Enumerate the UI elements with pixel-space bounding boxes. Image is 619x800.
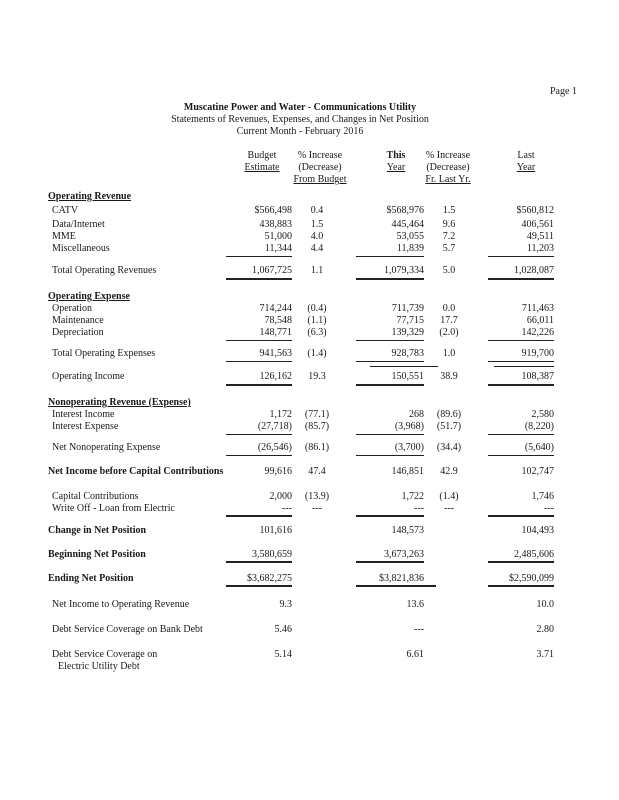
row-label: CATV bbox=[52, 205, 79, 216]
subtotal-rule bbox=[356, 434, 424, 435]
this-year-value: 3,673,263 bbox=[384, 549, 424, 560]
row-label: Interest Income bbox=[52, 409, 115, 420]
this-year-value: 445,464 bbox=[391, 219, 424, 230]
col-line: % Increase bbox=[297, 150, 343, 161]
row-label: Change in Net Position bbox=[48, 525, 147, 536]
col-line: % Increase bbox=[425, 150, 471, 161]
col-line: From Budget bbox=[293, 174, 347, 185]
double-rule bbox=[488, 585, 554, 587]
double-rule bbox=[356, 585, 436, 587]
last-year-value: 108,387 bbox=[521, 371, 554, 382]
budget-value: 3,580,659 bbox=[252, 549, 292, 560]
last-year-value: (8,220) bbox=[524, 421, 554, 432]
this-year-value: --- bbox=[414, 624, 424, 635]
subtotal-rule bbox=[488, 434, 554, 435]
budget-value: 2,000 bbox=[269, 491, 292, 502]
budget-value: 99,616 bbox=[264, 466, 292, 477]
pct-budget-value: --- bbox=[312, 503, 322, 514]
pct-budget-value: (1.4) bbox=[307, 348, 327, 359]
col-line: Last bbox=[517, 150, 535, 161]
pct-budget-value: (13.9) bbox=[304, 491, 330, 502]
pct-last-value: 7.2 bbox=[442, 231, 456, 242]
subtotal-rule bbox=[356, 455, 424, 456]
table-row bbox=[0, 242, 619, 256]
budget-value: $566,498 bbox=[254, 205, 292, 216]
pct-budget-value: (6.3) bbox=[307, 327, 327, 338]
budget-value: 1,067,725 bbox=[252, 265, 292, 276]
row-label: Operation bbox=[52, 303, 92, 314]
total-rule bbox=[356, 384, 424, 386]
table-row-beginning-net-position bbox=[0, 548, 619, 562]
last-year-value: 1,028,087 bbox=[514, 265, 554, 276]
total-rule bbox=[488, 561, 554, 563]
last-year-value: 11,203 bbox=[526, 243, 554, 254]
last-year-value: 66,011 bbox=[526, 315, 554, 326]
last-year-value: 919,700 bbox=[521, 348, 554, 359]
col-line: This bbox=[386, 150, 406, 161]
subtotal-rule bbox=[356, 340, 424, 341]
total-rule bbox=[488, 384, 554, 386]
table-row-change-net-position bbox=[0, 524, 619, 538]
row-label: Net Nonoperating Expense bbox=[52, 442, 161, 453]
this-year-value: 139,329 bbox=[391, 327, 424, 338]
budget-value: 51,000 bbox=[264, 231, 292, 242]
double-rule bbox=[226, 585, 292, 587]
this-year-value: 1,722 bbox=[401, 491, 424, 502]
last-year-value: 142,226 bbox=[521, 327, 554, 338]
pct-budget-value: 0.4 bbox=[310, 205, 324, 216]
pct-budget-value: 47.4 bbox=[308, 466, 326, 477]
this-year-value: 6.61 bbox=[406, 649, 424, 660]
pct-budget-value: 19.3 bbox=[308, 371, 326, 382]
total-rule bbox=[226, 278, 292, 280]
last-year-value: 2,485,606 bbox=[514, 549, 554, 560]
total-rule bbox=[488, 515, 554, 517]
budget-value: 101,616 bbox=[259, 525, 292, 536]
last-year-value: 49,511 bbox=[526, 231, 554, 242]
pct-last-value: 1.5 bbox=[442, 205, 456, 216]
this-year-value: 1,079,334 bbox=[384, 265, 424, 276]
subtotal-rule bbox=[226, 455, 292, 456]
last-year-value: $2,590,099 bbox=[509, 573, 554, 584]
column-header-last-year bbox=[486, 150, 566, 174]
col-line: Fr. Last Yr. bbox=[425, 174, 471, 185]
pct-budget-value: (85.7) bbox=[304, 421, 330, 432]
last-year-value: 3.71 bbox=[536, 649, 554, 660]
section-label: Nonoperating Revenue (Expense) bbox=[48, 397, 191, 408]
this-year-value: 13.6 bbox=[406, 599, 424, 610]
budget-value: 9.3 bbox=[279, 599, 292, 610]
this-year-value: (3,700) bbox=[394, 442, 424, 453]
row-label: Depreciation bbox=[52, 327, 104, 338]
last-year-value: 406,561 bbox=[521, 219, 554, 230]
pct-last-value: 38.9 bbox=[440, 371, 458, 382]
table-row-total bbox=[0, 347, 619, 361]
last-year-value: 2,580 bbox=[531, 409, 554, 420]
this-year-value: 53,055 bbox=[396, 231, 424, 242]
this-year-value: 711,739 bbox=[391, 303, 424, 314]
pct-last-value: (1.4) bbox=[439, 491, 459, 502]
table-row-total bbox=[0, 264, 619, 278]
table-row bbox=[0, 502, 619, 516]
pct-last-value: 42.9 bbox=[440, 466, 458, 477]
this-year-value: (3,968) bbox=[394, 421, 424, 432]
subtotal-rule bbox=[226, 340, 292, 341]
row-label: Beginning Net Position bbox=[48, 549, 146, 560]
row-label: Ending Net Position bbox=[48, 573, 134, 584]
col-line: (Decrease) bbox=[426, 162, 470, 173]
row-label: Interest Expense bbox=[52, 421, 119, 432]
col-line: Year bbox=[386, 162, 406, 173]
section-label: Operating Expense bbox=[48, 291, 130, 302]
pct-last-value: 17.7 bbox=[440, 315, 458, 326]
table-row-ratio bbox=[0, 598, 619, 612]
pct-last-value: (51.7) bbox=[436, 421, 462, 432]
total-rule bbox=[226, 384, 292, 386]
table-row-total bbox=[0, 441, 619, 455]
subtotal-rule bbox=[356, 256, 424, 257]
budget-value: 11,344 bbox=[264, 243, 292, 254]
budget-value: 5.14 bbox=[274, 649, 292, 660]
col-line: Year bbox=[516, 162, 536, 173]
section-heading-operating-revenue bbox=[0, 190, 619, 204]
this-year-value: 268 bbox=[409, 409, 424, 420]
budget-value: 941,563 bbox=[259, 348, 292, 359]
row-label: Electric Utility Debt bbox=[58, 661, 140, 672]
pct-last-value: 5.7 bbox=[442, 243, 456, 254]
page-number: Page 1 bbox=[550, 86, 577, 97]
subtotal-rule bbox=[488, 256, 554, 257]
budget-value: 126,162 bbox=[259, 371, 292, 382]
row-label: Write Off - Loan from Electric bbox=[52, 503, 175, 514]
budget-value: $3,682,275 bbox=[247, 573, 292, 584]
pct-last-value: --- bbox=[444, 503, 454, 514]
section-label: Operating Revenue bbox=[48, 191, 132, 202]
pct-budget-value: 1.1 bbox=[310, 265, 324, 276]
budget-value: 78,548 bbox=[264, 315, 292, 326]
this-year-value: $568,976 bbox=[386, 205, 424, 216]
table-row bbox=[0, 204, 619, 218]
row-label: Debt Service Coverage on Bank Debt bbox=[52, 624, 203, 635]
pct-last-value: 5.0 bbox=[442, 265, 456, 276]
subtotal-rule bbox=[356, 361, 424, 362]
table-row bbox=[0, 326, 619, 340]
budget-value: 438,883 bbox=[259, 219, 292, 230]
row-label: Capital Contributions bbox=[52, 491, 139, 502]
table-row bbox=[0, 420, 619, 434]
total-rule bbox=[356, 278, 424, 280]
subtotal-rule bbox=[488, 455, 554, 456]
col-line: Estimate bbox=[244, 162, 280, 173]
budget-value: 148,771 bbox=[259, 327, 292, 338]
pct-last-value: 0.0 bbox=[442, 303, 456, 314]
this-year-value: 77,715 bbox=[396, 315, 424, 326]
this-year-value: 148,573 bbox=[391, 525, 424, 536]
this-year-value: 928,783 bbox=[391, 348, 424, 359]
total-rule bbox=[226, 515, 292, 517]
column-header-pct-last bbox=[408, 150, 488, 186]
last-year-value: (5,640) bbox=[524, 442, 554, 453]
row-label: Net Income to Operating Revenue bbox=[52, 599, 190, 610]
pct-last-value: (2.0) bbox=[439, 327, 459, 338]
total-rule bbox=[356, 515, 424, 517]
pct-budget-value: (77.1) bbox=[304, 409, 330, 420]
budget-value: 5.46 bbox=[274, 624, 292, 635]
pct-budget-value: (86.1) bbox=[304, 442, 330, 453]
last-year-value: $560,812 bbox=[516, 205, 554, 216]
subtotal-rule bbox=[226, 361, 292, 362]
table-row-ratio-cont bbox=[0, 660, 619, 674]
total-rule bbox=[488, 278, 554, 280]
report-period: Current Month - February 2016 bbox=[236, 126, 364, 137]
row-label: Total Operating Expenses bbox=[52, 348, 156, 359]
pct-last-value: (89.6) bbox=[436, 409, 462, 420]
last-year-value: 102,747 bbox=[521, 466, 554, 477]
pct-last-value: (34.4) bbox=[436, 442, 462, 453]
row-label: Data/Internet bbox=[52, 219, 105, 230]
subtotal-rule bbox=[494, 366, 554, 367]
column-header-pct-budget bbox=[280, 150, 360, 186]
table-row-ending-net-position bbox=[0, 572, 619, 586]
last-year-value: 2.80 bbox=[536, 624, 554, 635]
row-label: Debt Service Coverage on bbox=[52, 649, 158, 660]
pct-budget-value: (0.4) bbox=[307, 303, 327, 314]
pct-last-value: 9.6 bbox=[442, 219, 456, 230]
report-statement-title: Statements of Revenues, Expenses, and Changes in Net Position bbox=[171, 114, 429, 125]
last-year-value: 1,746 bbox=[531, 491, 554, 502]
table-row-net-income bbox=[0, 465, 619, 479]
table-row-ratio bbox=[0, 623, 619, 637]
this-year-value: $3,821,836 bbox=[379, 573, 424, 584]
subtotal-rule bbox=[370, 366, 438, 367]
pct-budget-value: (1.1) bbox=[307, 315, 327, 326]
budget-value: 1,172 bbox=[269, 409, 292, 420]
this-year-value: 146,851 bbox=[391, 466, 424, 477]
pct-budget-value: 4.4 bbox=[310, 243, 324, 254]
this-year-value: 150,551 bbox=[391, 371, 424, 382]
row-label: Net Income before Capital Contributions bbox=[48, 466, 224, 477]
row-label: Miscellaneous bbox=[52, 243, 110, 254]
pct-last-value: 1.0 bbox=[442, 348, 456, 359]
last-year-value: 10.0 bbox=[536, 599, 554, 610]
budget-value: (27,718) bbox=[257, 421, 292, 432]
subtotal-rule bbox=[488, 340, 554, 341]
last-year-value: --- bbox=[544, 503, 554, 514]
budget-value: --- bbox=[282, 503, 292, 514]
total-rule bbox=[356, 561, 424, 563]
subtotal-rule bbox=[226, 434, 292, 435]
row-label: Operating Income bbox=[52, 371, 125, 382]
budget-value: 714,244 bbox=[259, 303, 292, 314]
pct-budget-value: 4.0 bbox=[310, 231, 324, 242]
subtotal-rule bbox=[488, 361, 554, 362]
table-row-operating-income bbox=[0, 370, 619, 384]
row-label: Maintenance bbox=[52, 315, 104, 326]
subtotal-rule bbox=[226, 256, 292, 257]
report-org-title: Muscatine Power and Water - Communications Utility bbox=[183, 102, 417, 113]
this-year-value: --- bbox=[414, 503, 424, 514]
total-rule bbox=[226, 561, 292, 563]
last-year-value: 711,463 bbox=[521, 303, 554, 314]
pct-budget-value: 1.5 bbox=[310, 219, 324, 230]
this-year-value: 11,839 bbox=[396, 243, 424, 254]
row-label: Total Operating Revenues bbox=[52, 265, 157, 276]
row-label: MME bbox=[52, 231, 76, 242]
last-year-value: 104,493 bbox=[521, 525, 554, 536]
col-line: (Decrease) bbox=[298, 162, 342, 173]
budget-value: (26,546) bbox=[257, 442, 292, 453]
col-line: Budget bbox=[247, 150, 277, 161]
